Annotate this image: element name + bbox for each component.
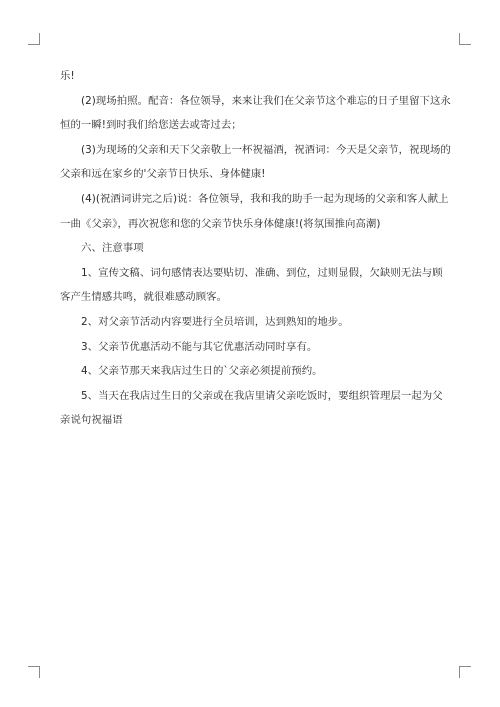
text-line: 5、当天在我店过生日的父亲或在我店里请父亲吃饭时，要组织管理层一起为父	[81, 389, 443, 402]
text-line: 父亲和远在家乡的'父亲节日快乐、身体健康!	[60, 168, 266, 181]
text-line: 4、父亲节那天来我店过生日的`父亲必须提前预约。	[81, 365, 323, 378]
text-line: 亲说句祝福语	[60, 414, 123, 427]
crop-mark-top-left	[28, 33, 40, 45]
text-line: (3)为现场的父亲和天下父亲敬上一杯祝福酒，祝酒词：今天是父亲节，祝现场的	[81, 143, 451, 156]
crop-mark-top-right	[459, 33, 471, 45]
crop-mark-bottom-left	[28, 666, 40, 678]
document-body	[60, 64, 451, 433]
text-line: 乐!	[60, 70, 75, 82]
text-line: 2、对父亲节活动内容要进行全员培训，达到熟知的地步。	[81, 315, 349, 328]
text-line: 恒的一瞬!到时我们给您送去或寄过去；	[60, 119, 242, 132]
body-text	[60, 64, 451, 433]
section-heading: 六、注意事项	[81, 242, 144, 255]
text-line: (4)(祝酒词讲完之后)说：各位领导，我和我的助手一起为现场的父亲和客人献上	[81, 192, 449, 205]
text-line: 一曲《父亲》，再次祝您和您的父亲节快乐身体健康!(将氛围推向高潮)	[60, 217, 381, 230]
text-line: 1、宣传文稿、词句感情表达要贴切、准确、到位，过则显假，欠缺则无法与顾	[81, 266, 443, 279]
crop-mark-bottom-right	[459, 666, 471, 678]
text-line: 客产生情感共鸣，就很难感动顾客。	[60, 291, 228, 304]
text-line: (2)现场拍照。配音：各位领导，来来让我们在父亲节这个难忘的日子里留下这永	[81, 94, 451, 107]
text-line: 3、父亲节优惠活动不能与其它优惠活动同时享有。	[81, 340, 318, 353]
